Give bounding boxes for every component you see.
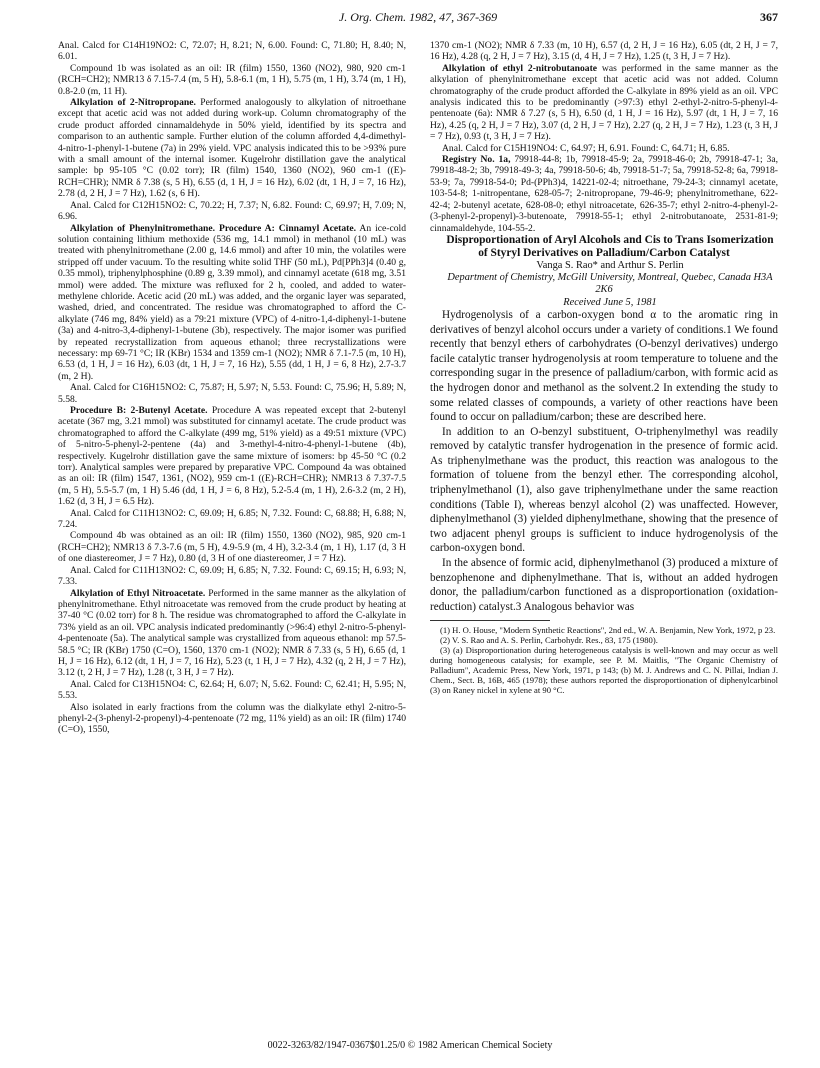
experimental-text: Anal. Calcd for C16H15NO2: C, 75.87; H, 5.97; N, 5.53. Found: C, 75.96; H, 5.89; N, 5.58.	[58, 382, 406, 405]
experimental-heading: Alkylation of ethyl 2-nitrobutanoate	[442, 62, 598, 74]
experimental-text: Compound 1b was isolated as an oil: IR (film) 1550, 1360 (NO2), 980, 920 cm-1 (RCH=CH2); NMR13 δ 7.15-7.4 (m, 5 H), 5.8-6.1 (m, 1 H), 5.75 (m, 1 H), 3.74 (m, 1 H), 0.8-2.0 (m, 11 H).	[58, 62, 406, 97]
experimental-paragraph	[430, 143, 778, 154]
left-column	[58, 40, 406, 736]
footnotes	[430, 625, 778, 695]
experimental-paragraph	[430, 63, 778, 143]
experimental-paragraph	[58, 200, 406, 223]
journal-citation: J. Org. Chem. 1982, 47, 367-369	[338, 10, 498, 24]
experimental-heading: Procedure B: 2-Butenyl Acetate.	[70, 405, 208, 416]
experimental-text: Anal. Calcd for C14H19NO2: C, 72.07; H, 8.21; N, 6.00. Found: C, 71.80; H, 8.40; N, 6.01.	[58, 40, 406, 63]
article-paragraph: In addition to an O-benzyl substituent, O-triphenylmethyl was readily removed by catalytic transfer hydrogenation in the presence of formic acid. As triphenylmethane was the product, this reaction was analogous to the formation of toluene from the benzyl ether. The corresponding alcohol, triphenylmethanol (1), also gave triphenylmethane under the same reaction conditions (Table I), whereas benzyl alcohol (2) was unaffected. However, diphenylmethanol (3) yielded diphenylmethane, showing that the presence of two adjacent phenyl groups is sufficient to induce hydrogenolysis of the carbon-oxygen bond.	[430, 425, 778, 555]
experimental-text: Also isolated in early fractions from the column was the dialkylate ethyl 2-nitro-5-phenyl-2-(3-phenyl-2-propenyl)-4-pentenoate (72 mg, 11% yield) as an oil: IR (film) 1740 (C=O), 1550,	[58, 701, 406, 736]
article-paragraph: In the absence of formic acid, diphenylmethanol (3) produced a mixture of benzophenone and diphenylmethane. That is, without an added hydrogen donor, the palladium/carbon functioned as a disproportionation (oxidation-reduction) catalyst.3 Analogous behavior was	[430, 557, 778, 613]
experimental-heading: Registry No. 1a,	[442, 154, 511, 166]
footnote: (3) (a) Disproportionation during heterogeneous catalysis is well-known and may occur as well during homogeneous catalysis; for example, see P. M. Maitlis, "The Organic Chemistry of Palladium", Academic Press, New York, 1971, p 143; (b) M. J. Andrews and C. N. Pillai, Indian J. Chem., Sect. B, 16B, 465 (1978); these authors reported the disproportionation of diphenylcarbinol (3) on Raney nickel in xylene at 90 °C.	[430, 645, 778, 696]
experimental-paragraph	[58, 588, 406, 679]
experimental-paragraph	[58, 63, 406, 97]
experimental-text: An ice-cold solution containing lithium methoxide (536 mg, 14.1 mmol) in methanol (10 mL) was treated with phenylnitromethane (2.00 g, 14.6 mmol) and after 10 min, the volatiles were stripped off under vacuum. To the resulting white solid THF (50 mL), Pd[PPh3]4 (0.40 g, 0.35 mmol), triphenylphosphine (0.89 g, 3.39 mmol), and cinnamyl acetate (618 mg, 3.51 mmol) were added. The mixture was refluxed for 2 h, cooled, and added to water-methylene chloride. Acetic acid (20 mL) was added, and the organic layer was separated, washed, dried, and concentrated. The residue was chromatographed to afford the C-alkylate (746 mg, 84% yield) as a 79:21 mixture (VPC) of 4-nitro-1,4-diphenyl-1-butene (3a) and 4-nitro-3,4-diphenyl-1-butene (3b), respectively. The major isomer was purified by repeated recrystallization from aqueous ethanol; three recrystallizations were necessary: mp 69-71 °C; IR (KBr) 1534 and 1359 cm-1 (NO2); NMR δ 7.1-7.5 (m, 10 H), 6.53 (d, 1 H, J = 16 Hz), 6.03 (dt, 1 H, J = 7, 16 Hz), 5.55 (dd, 1 H, J = 6, 8 Hz), 2.7-3.7 (m, 2 H).	[58, 222, 406, 382]
experimental-heading: Alkylation of Phenylnitromethane. Procedure A: Cinnamyl Acetate.	[70, 222, 356, 234]
experimental-heading: Alkylation of 2-Nitropropane.	[70, 97, 196, 109]
experimental-text: Anal. Calcd for C11H13NO2: C, 69.09; H, 6.85; N, 7.32. Found: C, 69.15; H, 6.93; N, 7.33.	[58, 564, 406, 588]
experimental-paragraph	[58, 97, 406, 200]
experimental-heading: Alkylation of Ethyl Nitroacetate.	[70, 587, 206, 599]
copyright-footer: 0022-3263/82/1947-0367$01.25/0 © 1982 American Chemical Society	[267, 1040, 553, 1051]
experimental-text: Anal. Calcd for C15H19NO4: C, 64.97; H, 6.91. Found: C, 64.71; H, 6.85.	[442, 142, 730, 154]
experimental-text: 79918-44-8; 1b, 79918-45-9; 2a, 79918-46-0; 2b, 79918-47-1; 3a, 79918-48-2; 3b, 79918-49-3; 4a, 79918-50-6; 4b, 79918-51-7; 5a, 79918-52-8; 6a, 79918-53-9; 7a, 79918-54-0; Pd-(PPh3)4, 14221-02-4; nitroethane, 79-24-3; cinnamyl acetate, 103-54-8; 1-nitropentane, 628-05-7; 2-nitropropane, 79-46-9; phenylnitromethane, 622-42-4; 2-butenyl acetate, 628-08-0; ethyl nitroacetate, 626-35-7; ethyl 2-nitro-4-phenyl-2-(3-phenyl-2-propenyl)-3-butenoate, 79918-55-1; ethyl 2-nitrobutanoate, 2531-81-9; cinnamaldehyde, 104-55-2.	[430, 154, 778, 234]
article-paragraph: Hydrogenolysis of a carbon-oxygen bond α to the aromatic ring in derivatives of benzyl alcohol occurs under a variety of conditions.1 We found recently that benzyl ethers of carbohydrates (O-benzyl derivatives) undergo facile catalytic transer hydrogenolysis at room temperature to toluene and the corresponding sugar in the presence of palladium/carbon, with formic acid as the hydrogen donor and methanol as the solvent.2 In extending the study to some related classes of compounds, a variety of other reactions have been found to occur on palladium/carbon; these are described here.	[430, 308, 778, 424]
experimental-paragraph	[58, 40, 406, 63]
experimental-paragraph	[58, 679, 406, 702]
experimental-text: Performed analogously to alkylation of nitroethane except that acetic acid was not added during work-up. Column chromatography of the crude product afforded cinnamaldehyde in 50% yield, identified by its spectra and comparison to an authentic sample. Further elution of the column afforded 4,4-dimethyl-4-nitro-1-phenyl-1-butene (7a) in 29% yield. VPC analysis indicated this to be >93% pure with a small amount of the internal isomer. Kugelrohr distillation gave the analytical sample: bp 95-105 °C (0.02 torr); IR (film) 1540, 1360 (NO2), 960 cm-1 ((E)-RCH=CHR); NMR δ 7.38 (s, 5 H), 6.55 (d, 1 H, J = 16 Hz), 6.02 (dt, 1 H, J = 7, 16 Hz), 2.78 (d, 2 H, J = 7 Hz), 1.62 (s, 6 H).	[58, 97, 407, 200]
experimental-paragraph	[430, 40, 778, 63]
experimental-text: Anal. Calcd for C11H13NO2: C, 69.09; H, 6.85; N, 7.32. Found: C, 68.88; H, 6.88; N, 7.24.	[58, 507, 406, 531]
experimental-paragraph	[58, 565, 406, 588]
article-authors: Vanga S. Rao* and Arthur S. Perlin	[536, 260, 684, 272]
experimental-paragraph	[58, 405, 406, 508]
article-body	[430, 308, 778, 614]
experimental-text: was performed in the same manner as the alkylation of phenylnitromethane except that acetic acid was not added. Column chromatography of the crude product afforded the C-alkylate in 89% yield as an oil. VPC analysis indicated this to be predominantly (>97:3) ethyl 2-ethyl-2-nitro-5-phenyl-4-pentenoate (6a): NMR δ 7.27 (s, 5 H), 6.50 (d, 1 H, J = 16 Hz), 5.97 (dt, 1 H, J = 7, 16 Hz), 4.25 (q, 2 H, J = 7 Hz), 3.07 (d, 2 H, J = 7 Hz), 2.27 (q, 2 H, J = 7 Hz), 1.23 (t, 3 H, J = 7 Hz), 0.93 (t, 3 H, J = 7 Hz).	[430, 62, 779, 143]
footnote: (1) H. O. House, "Modern Synthetic Reactions", 2nd ed., W. A. Benjamin, New York, 1972, p 23.	[440, 625, 776, 636]
experimental-text: 1370 cm-1 (NO2); NMR δ 7.33 (m, 10 H), 6.57 (d, 2 H, J = 16 Hz), 6.05 (dt, 2 H, J = 7, 16 Hz), 4.28 (q, 2 H, J = 7 Hz), 3.15 (d, 4 H, J = 7 Hz), 1.25 (t, 3 H, J = 7 Hz).	[430, 40, 778, 63]
right-column	[430, 40, 778, 695]
experimental-paragraph	[58, 382, 406, 405]
footnote-divider	[430, 620, 550, 621]
experimental-text: Anal. Calcd for C12H15NO2: C, 70.22; H, 7.37; N, 6.82. Found: C, 69.97; H, 7.09; N, 6.96.	[58, 199, 406, 223]
experimental-text: Performed in the same manner as the alkylation of phenylnitromethane. Ethyl nitroacetate was removed from the crude product by heating at 37-40 °C (0.02 torr) for 8 h. The residue was chromatographed to afford the C-alkylate in 73% yield as an oil. VPC analysis indicated predominantly (>96:4) ethyl 2-nitro-5-phenyl-4-pentenoate (5a). The analytical sample was crystallized from aqueous ethanol: mp 57.5-58.5 °C; IR (KBr) 1750 (C=O), 1560, 1370 cm-1 (NO2); NMR δ 7.33 (s, 5 H), 6.65 (d, 1 H, J = 16 Hz), 6.12 (dt, 1 H, J = 7, 16 Hz), 5.23 (t, 1 H, J = 7 Hz), 4.32 (q, 2 H, J = 7 Hz), 3.12 (t, 2 H, J = 7 Hz), 1.28 (t, 3 H, J = 7 Hz).	[58, 587, 407, 679]
experimental-text: Procedure A was repeated except that 2-butenyl acetate (367 mg, 3.21 mmol) was substituted for cinnamyl acetate. The crude product was chromatographed to afford the C-alkylate (499 mg, 51% yield) as a 49:51 mixture (VPC) of 5-nitro-5-phenyl-2-pentene (4a) and 3-methyl-4-nitro-4-phenyl-1-butene (4b), respectively. Kugelrohr distillation gave the same mixture of isomers: bp 45-50 °C (0.2 torr). Analytical samples were prepared by preparative VPC. Compound 4a was obtained as an oil: IR (film) 1547, 1361, (NO2), 959 cm-1 ((E)-RCH=CHR); NMR13 δ 7.37-7.5 (m, 5 H), 5.5-5.7 (m, 1 H) 5.46 (dd, 1 H, J = 6, 8 Hz), 5.2-5.4 (m, 1 H), 2.6-3.2 (m, 2 H), 1.62 (d, 3 H, J = 6.5 Hz).	[58, 405, 406, 508]
page-number: 367	[760, 10, 778, 24]
experimental-paragraph	[430, 154, 778, 234]
experimental-paragraph	[58, 223, 406, 383]
experimental-paragraph	[58, 702, 406, 736]
received-date: Received June 5, 1981	[563, 296, 657, 308]
experimental-paragraph	[58, 508, 406, 531]
article-title: Disproportionation of Aryl Alcohols and Cis to Trans Isomerization of Styryl Derivatives on Palladium/Carbon Catalyst	[446, 233, 774, 260]
experimental-paragraph	[58, 530, 406, 564]
experimental-text: Compound 4b was obtained as an oil: IR (film) 1550, 1360 (NO2), 985, 920 cm-1 (RCH=CH2); NMR13 δ 7.3-7.6 (m, 5 H), 4.9-5.9 (m, 4 H), 3.2-3.4 (m, 1 H), 1.17 (d, 3 H of one diastereomer, J = 7 Hz), 0.80 (d, 3 H of one diastereomer, J = 7 Hz).	[58, 530, 406, 565]
right-column-experimental	[430, 40, 778, 234]
article-affiliation: Department of Chemistry, McGill University, Montreal, Quebec, Canada H3A 2K6	[447, 271, 773, 296]
experimental-text: Anal. Calcd for C13H15NO4: C, 62.64; H, 6.07; N, 5.62. Found: C, 62.41; H, 5.95; N, 5.53.	[58, 678, 406, 702]
footnote: (2) V. S. Rao and A. S. Perlin, Carbohydr. Res., 83, 175 (1980).	[440, 635, 658, 646]
running-header	[58, 10, 778, 28]
